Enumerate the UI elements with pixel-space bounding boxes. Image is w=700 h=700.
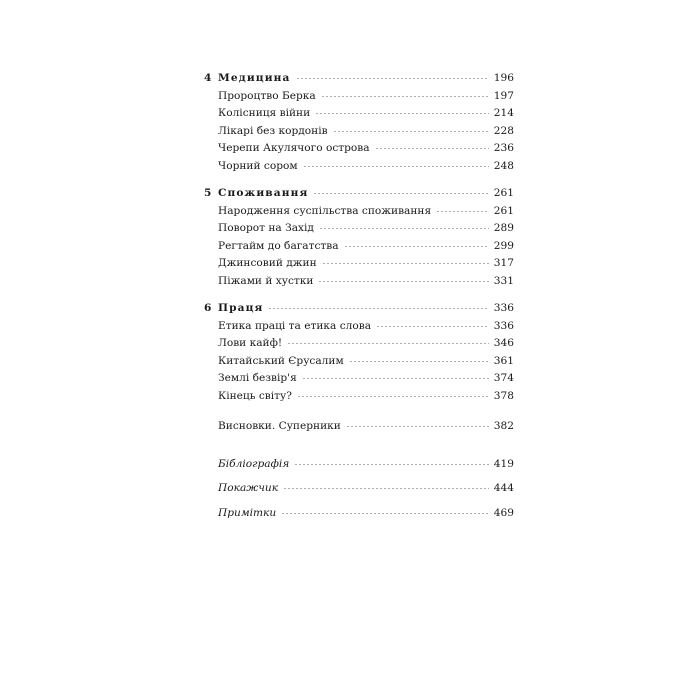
page-number: 228 [493, 124, 514, 137]
page-number: 197 [493, 89, 514, 102]
dot-leader [283, 488, 489, 489]
chapter-number: 4 [204, 72, 212, 84]
section-title: Пророцтво Берка [218, 89, 316, 102]
toc-notes [204, 505, 514, 523]
section-title: Лови кайф! [218, 337, 283, 349]
back-matter-title: Бібліографія [218, 457, 290, 470]
section-title: Лікарі без кордонів [218, 124, 328, 137]
page-number: 299 [493, 239, 514, 252]
conclusion-title: Висновки. Суперники [218, 420, 341, 432]
toc-index [204, 480, 514, 498]
back-matter-title: Примітки [218, 506, 277, 519]
section-title: Етика праці та етика слова [218, 319, 372, 332]
chapter-title: Праця [218, 302, 264, 314]
section-title: Чорний сором [218, 159, 298, 172]
dot-leader [268, 308, 488, 309]
back-matter-title: Покажчик [218, 482, 279, 494]
toc-section [204, 123, 514, 141]
page-number: 444 [493, 482, 514, 494]
toc-section [204, 88, 514, 106]
dot-leader [297, 396, 489, 397]
dot-leader [376, 326, 489, 327]
page-number: 382 [493, 420, 514, 432]
page-number: 374 [493, 372, 514, 384]
dot-leader [436, 211, 489, 212]
toc-conclusion [204, 418, 514, 436]
chapter-number: 5 [204, 187, 212, 199]
page-number: 346 [493, 337, 514, 349]
page-number: 196 [493, 72, 514, 84]
toc-section [204, 238, 514, 256]
dot-leader [313, 193, 488, 194]
toc-section [204, 335, 514, 353]
page-number: 336 [493, 302, 514, 314]
section-title: Землі безвір'я [218, 372, 297, 384]
toc-section [204, 273, 514, 291]
chapter-title: Медицина [218, 72, 291, 84]
toc-section [204, 370, 514, 388]
page-number: 361 [493, 354, 514, 367]
dot-leader [375, 148, 489, 149]
dot-leader [303, 166, 489, 167]
dot-leader [296, 78, 489, 79]
dot-leader [315, 113, 489, 114]
section-title: Джинсовий джин [218, 257, 317, 269]
dot-leader [349, 361, 489, 362]
page-number: 419 [493, 457, 514, 470]
section-title: Регтайм до багатства [218, 239, 339, 252]
toc-section [204, 318, 514, 336]
page-number: 317 [493, 257, 514, 269]
dot-leader [319, 228, 489, 229]
page-number: 236 [493, 142, 514, 154]
section-title: Кінець світу? [218, 389, 292, 402]
dot-leader [287, 343, 489, 344]
toc-section [204, 140, 514, 158]
toc-section [204, 255, 514, 273]
dot-leader [294, 464, 488, 465]
dot-leader [318, 281, 488, 282]
toc-bibliography [204, 456, 514, 474]
section-title: Колісниця війни [218, 107, 311, 119]
page-number: 378 [493, 389, 514, 402]
toc-section [204, 158, 514, 176]
dot-leader [333, 131, 489, 132]
section-title: Поворот на Захід [218, 222, 314, 234]
dot-leader [344, 246, 489, 247]
section-title: Народження суспільства споживання [218, 204, 432, 217]
chapter-number: 6 [204, 302, 212, 314]
page-number: 261 [493, 204, 514, 217]
page-number: 469 [493, 506, 514, 519]
dot-leader [281, 513, 489, 514]
toc-chapter-6 [204, 300, 514, 318]
page-number: 289 [493, 222, 514, 234]
dot-leader [302, 378, 489, 379]
table-of-contents [204, 70, 514, 522]
toc-section [204, 105, 514, 123]
page-number: 214 [493, 107, 514, 119]
toc-section [204, 220, 514, 238]
toc-chapter-5 [204, 185, 514, 203]
toc-chapter-4 [204, 70, 514, 88]
dot-leader [322, 263, 489, 264]
chapter-title: Споживання [218, 187, 309, 199]
toc-section [204, 353, 514, 371]
toc-section [204, 388, 514, 406]
toc-section [204, 203, 514, 221]
dot-leader [321, 96, 489, 97]
page-number: 261 [493, 187, 514, 199]
section-title: Піжами й хустки [218, 274, 314, 287]
page-number: 248 [493, 159, 514, 172]
page-number: 336 [493, 319, 514, 332]
section-title: Черепи Акулячого острова [218, 142, 370, 154]
section-title: Китайський Єрусалим [218, 354, 344, 367]
dot-leader [346, 426, 489, 427]
page-number: 331 [493, 274, 514, 287]
